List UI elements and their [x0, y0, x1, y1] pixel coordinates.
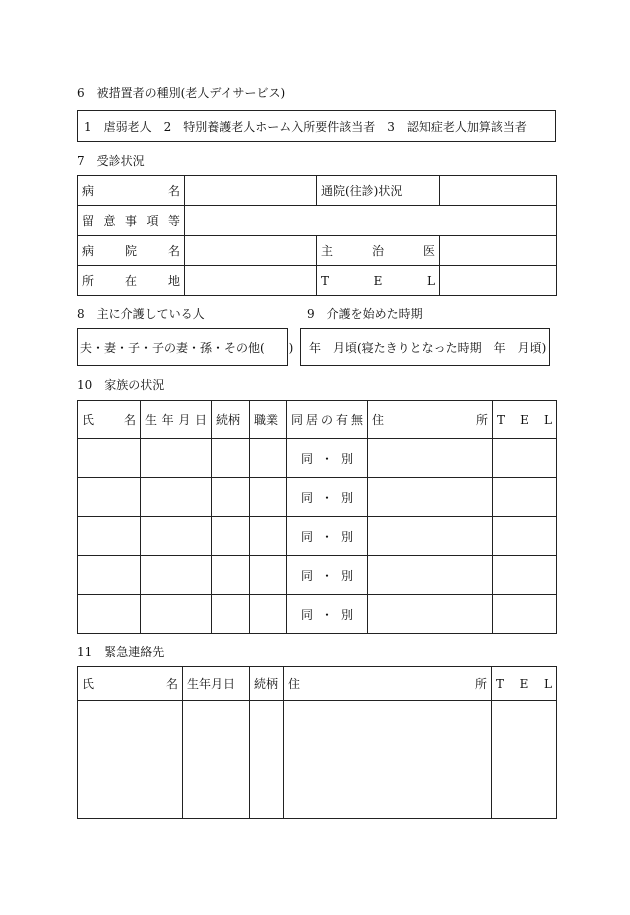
- section8-heading: 8 主に介護している人: [77, 307, 205, 321]
- cohab-separate: 別: [340, 568, 353, 583]
- emergency-header-tel: [492, 667, 557, 701]
- cohab-dot: ・: [320, 490, 333, 505]
- emergency-table: [77, 666, 557, 819]
- family-relation-cell[interactable]: [212, 556, 250, 595]
- family-job-cell[interactable]: [250, 439, 287, 478]
- cohab-dot: ・: [320, 529, 333, 544]
- family-job-cell[interactable]: [250, 556, 287, 595]
- location-field[interactable]: [185, 266, 317, 296]
- header-birth-text: 生 年 月 日: [145, 413, 207, 427]
- family-name-cell[interactable]: [78, 595, 141, 634]
- family-name-cell[interactable]: [78, 556, 141, 595]
- family-birth-cell[interactable]: [141, 595, 212, 634]
- cohab-choice[interactable]: [287, 595, 368, 634]
- emergency-header-address-text: 住 所: [288, 677, 487, 691]
- family-tel-cell[interactable]: [493, 556, 557, 595]
- cohab-choice[interactable]: [287, 439, 368, 478]
- label-hospital: [78, 236, 185, 266]
- emergency-birth-cell[interactable]: [183, 701, 250, 819]
- family-row: [78, 517, 557, 556]
- cohab-same: 同: [301, 607, 314, 622]
- cohab-same: 同: [301, 451, 314, 466]
- emergency-header-name: [78, 667, 183, 701]
- family-birth-cell[interactable]: [141, 439, 212, 478]
- hospital-field[interactable]: [185, 236, 317, 266]
- label-doctor-text: 主 治 医: [321, 244, 435, 258]
- family-birth-cell[interactable]: [141, 478, 212, 517]
- care-start-box[interactable]: [300, 328, 550, 366]
- cohab-separate: 別: [340, 451, 353, 466]
- family-row: [78, 556, 557, 595]
- emergency-tel-cell[interactable]: [492, 701, 557, 819]
- header-relation: 続柄: [212, 401, 250, 439]
- family-birth-cell[interactable]: [141, 517, 212, 556]
- notes-field[interactable]: [185, 206, 557, 236]
- cohab-same: 同: [301, 529, 314, 544]
- header-tel: [493, 401, 557, 439]
- section9-heading: 9 介護を始めた時期: [307, 307, 423, 321]
- emergency-header-relation: 続柄: [250, 667, 284, 701]
- family-relation-cell[interactable]: [212, 439, 250, 478]
- label-disease-text: 病 名: [82, 184, 180, 198]
- emergency-header-birth: 生年月日: [183, 667, 250, 701]
- family-address-cell[interactable]: [368, 517, 493, 556]
- label-visit-status: [317, 176, 440, 206]
- family-tel-cell[interactable]: [493, 595, 557, 634]
- section11-heading: 11 緊急連絡先: [77, 645, 165, 659]
- family-job-cell[interactable]: [250, 478, 287, 517]
- header-birth: [141, 401, 212, 439]
- header-address-text: 住 所: [372, 413, 488, 427]
- cohab-dot: ・: [320, 568, 333, 583]
- family-name-cell[interactable]: [78, 439, 141, 478]
- header-name-text: 氏 名: [82, 413, 136, 427]
- header-tel-text: T E L: [497, 412, 552, 427]
- cohab-separate: 別: [340, 607, 353, 622]
- label-location: [78, 266, 185, 296]
- cohab-separate: 別: [340, 490, 353, 505]
- emergency-header-tel-text: T E L: [496, 676, 552, 691]
- cohab-choice[interactable]: [287, 478, 368, 517]
- family-name-cell[interactable]: [78, 517, 141, 556]
- emergency-address-cell[interactable]: [284, 701, 492, 819]
- header-cohab-text: 同 居 の 有 無: [291, 413, 363, 427]
- cohab-choice[interactable]: [287, 556, 368, 595]
- emergency-header-name-text: 氏 名: [82, 677, 178, 691]
- caregiver-options: 夫・妻・子・子の妻・孫・その他( ): [80, 340, 294, 355]
- label-notes-text: 留 意 事 項 等: [82, 214, 180, 228]
- label-visit-status-text: 通院(往診)状況: [321, 184, 403, 198]
- emergency-relation-cell[interactable]: [250, 701, 284, 819]
- section6-options: 1 虐弱老人 2 特別養護老人ホーム入所要件該当者 3 認知症老人加算該当者: [84, 119, 527, 134]
- family-tel-cell[interactable]: [493, 478, 557, 517]
- header-job: 職業: [250, 401, 287, 439]
- family-job-cell[interactable]: [250, 595, 287, 634]
- family-address-cell[interactable]: [368, 439, 493, 478]
- doctor-field[interactable]: [440, 236, 557, 266]
- family-address-cell[interactable]: [368, 478, 493, 517]
- care-start-text: 年 月頃(寝たきりとなった時期 年 月頃): [309, 340, 547, 355]
- section7-heading: 7 受診状況: [77, 154, 145, 168]
- cohab-same: 同: [301, 490, 314, 505]
- family-job-cell[interactable]: [250, 517, 287, 556]
- header-name: [78, 401, 141, 439]
- cohab-separate: 別: [340, 529, 353, 544]
- family-tel-cell[interactable]: [493, 517, 557, 556]
- section6-options-box: [77, 110, 556, 142]
- family-address-cell[interactable]: [368, 595, 493, 634]
- label-location-text: 所 在 地: [82, 274, 180, 288]
- medical-table: [77, 175, 557, 296]
- label-notes: [78, 206, 185, 236]
- section6-heading: 6 被措置者の種別(老人デイサービス): [77, 86, 286, 100]
- label-tel: [317, 266, 440, 296]
- emergency-header-address: [284, 667, 492, 701]
- family-row: [78, 439, 557, 478]
- family-relation-cell[interactable]: [212, 595, 250, 634]
- family-row: [78, 595, 557, 634]
- label-hospital-text: 病 院 名: [82, 244, 180, 258]
- family-relation-cell[interactable]: [212, 517, 250, 556]
- family-table: [77, 400, 557, 634]
- cohab-dot: ・: [320, 451, 333, 466]
- tel-field[interactable]: [440, 266, 557, 296]
- section10-heading: 10 家族の状況: [77, 378, 165, 392]
- cohab-choice[interactable]: [287, 517, 368, 556]
- header-address: [368, 401, 493, 439]
- visit-status-field[interactable]: [440, 176, 557, 206]
- caregiver-box[interactable]: [77, 328, 294, 366]
- cohab-dot: ・: [320, 607, 333, 622]
- disease-field[interactable]: [185, 176, 317, 206]
- cohab-same: 同: [301, 568, 314, 583]
- family-tel-cell[interactable]: [493, 439, 557, 478]
- family-name-cell[interactable]: [78, 478, 141, 517]
- family-relation-cell[interactable]: [212, 478, 250, 517]
- label-doctor: [317, 236, 440, 266]
- label-tel-text: T E L: [321, 273, 435, 288]
- family-birth-cell[interactable]: [141, 556, 212, 595]
- header-cohab: [287, 401, 368, 439]
- label-disease: [78, 176, 185, 206]
- family-address-cell[interactable]: [368, 556, 493, 595]
- emergency-name-cell[interactable]: [78, 701, 183, 819]
- family-row: [78, 478, 557, 517]
